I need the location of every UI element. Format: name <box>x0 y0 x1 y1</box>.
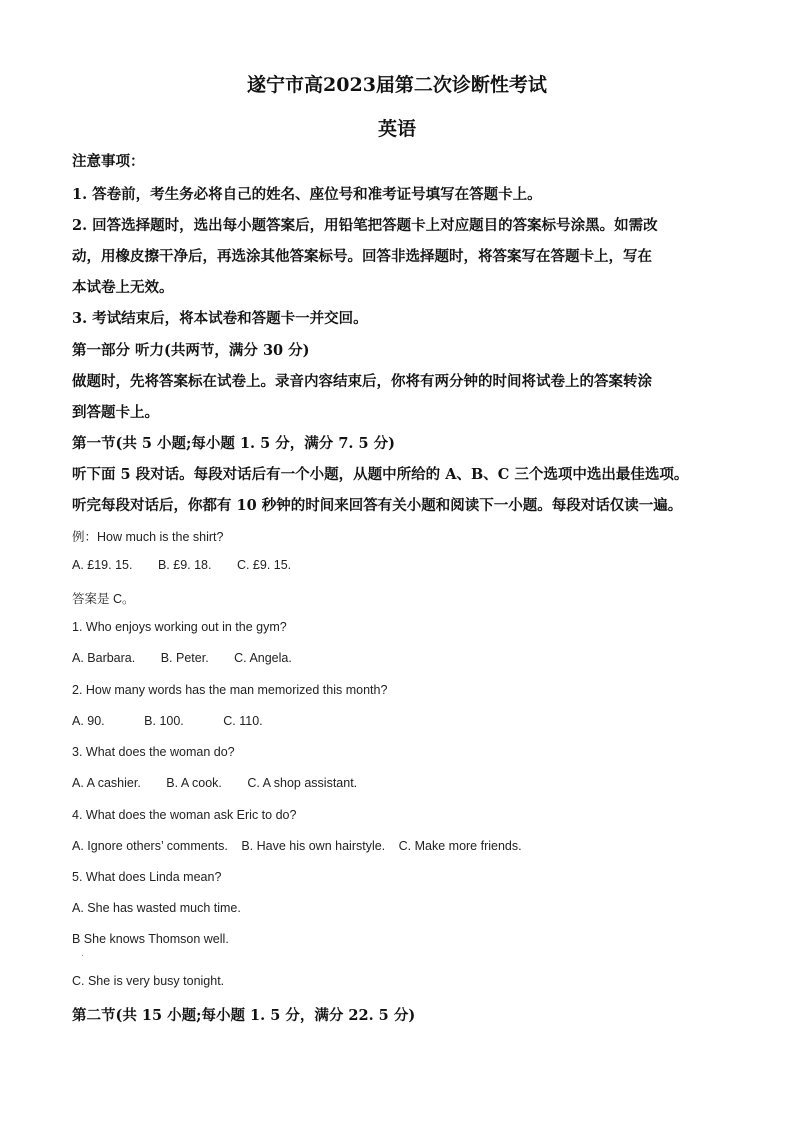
q2-option-c: C. 110. <box>223 714 263 728</box>
example-option-b: B. £9. 18. <box>157 558 212 572</box>
note-item-2-line-3: 本试卷上无效。 <box>72 279 174 296</box>
note-item-1: 1. 答卷前，考生务必将自己的姓名、座位号和准考证号填写在答题卡上。 <box>72 186 542 203</box>
question-2: 2. How many words has the man memorized this month? <box>72 683 388 697</box>
example-options <box>72 558 313 572</box>
part1-instruction-line-1: 做题时，先将答案标在试卷上。录音内容结束后，你将有两分钟的时间将试卷上的答案转涂 <box>72 373 652 390</box>
example-answer: 答案是 C。 <box>72 592 135 606</box>
q1-option-c: C. Angela. <box>234 651 292 665</box>
question-3: 3. What does the woman do? <box>72 745 235 759</box>
q3-option-c: C. A shop assistant. <box>247 776 358 790</box>
q1-option-a: A. Barbara. <box>72 651 136 665</box>
q4-option-c: C. Make more friends. <box>398 839 522 853</box>
exam-title: 遂宁市高2023届第二次诊断性考试 <box>247 74 547 96</box>
question-5: 5. What does Linda mean? <box>72 870 222 884</box>
example-option-c: C. £9. 15. <box>236 558 292 572</box>
question-3-options <box>72 776 379 790</box>
example-option-a: A. £19. 15. <box>72 558 133 572</box>
q3-option-a: A. A cashier. <box>72 776 141 790</box>
notes-heading: 注意事项： <box>72 153 145 170</box>
q4-option-b: B. Have his own hairstyle. <box>241 839 386 853</box>
section1-instruction-line-2: 听完每段对话后，你都有 10 秒钟的时间来回答有关小题和阅读下一小题。每段对话仅读一遍。 <box>72 497 683 514</box>
part1-heading: 第一部分 听力(共两节，满分 30 分) <box>72 342 310 359</box>
question-1-options <box>72 651 314 665</box>
part1-instruction-line-2: 到答题卡上。 <box>72 404 159 421</box>
q5-option-b: B She knows Thomson well. <box>72 932 229 946</box>
question-4-options <box>72 839 544 853</box>
section1-instruction-line-1: 听下面 5 段对话。每段对话后有一个小题，从题中所给的 A、B、C 三个选项中选出最佳选项。 <box>72 466 689 483</box>
question-4: 4. What does the woman ask Eric to do? <box>72 808 297 822</box>
question-1: 1. Who enjoys working out in the gym? <box>72 620 287 634</box>
note-item-2-line-2: 动，用橡皮擦干净后，再选涂其他答案标号。回答非选择题时，将答案写在答题卡上，写在 <box>72 248 652 265</box>
example-question: 例：How much is the shirt? <box>72 530 224 544</box>
stray-dot <box>82 955 83 956</box>
q2-option-b: B. 100. <box>144 714 184 728</box>
note-item-3: 3. 考试结束后，将本试卷和答题卡一并交回。 <box>72 310 368 327</box>
note-item-2-line-1: 2. 回答选择题时，选出每小题答案后，用铅笔把答题卡上对应题目的答案标号涂黑。如需改 <box>72 217 658 234</box>
question-2-options <box>72 714 285 728</box>
q2-option-a: A. 90. <box>72 714 105 728</box>
q1-option-b: B. Peter. <box>160 651 209 665</box>
q5-option-c: C. She is very busy tonight. <box>72 974 225 988</box>
q3-option-b: B. A cook. <box>166 776 222 790</box>
q5-option-a: A. She has wasted much time. <box>72 901 241 915</box>
section1-heading: 第一节(共 5 小题;每小题 1. 5 分，满分 7. 5 分) <box>72 435 395 452</box>
q4-option-a: A. Ignore others’ comments. <box>72 839 228 853</box>
section2-heading: 第二节(共 15 小题;每小题 1. 5 分，满分 22. 5 分) <box>72 1007 416 1024</box>
exam-subject: 英语 <box>377 118 416 140</box>
